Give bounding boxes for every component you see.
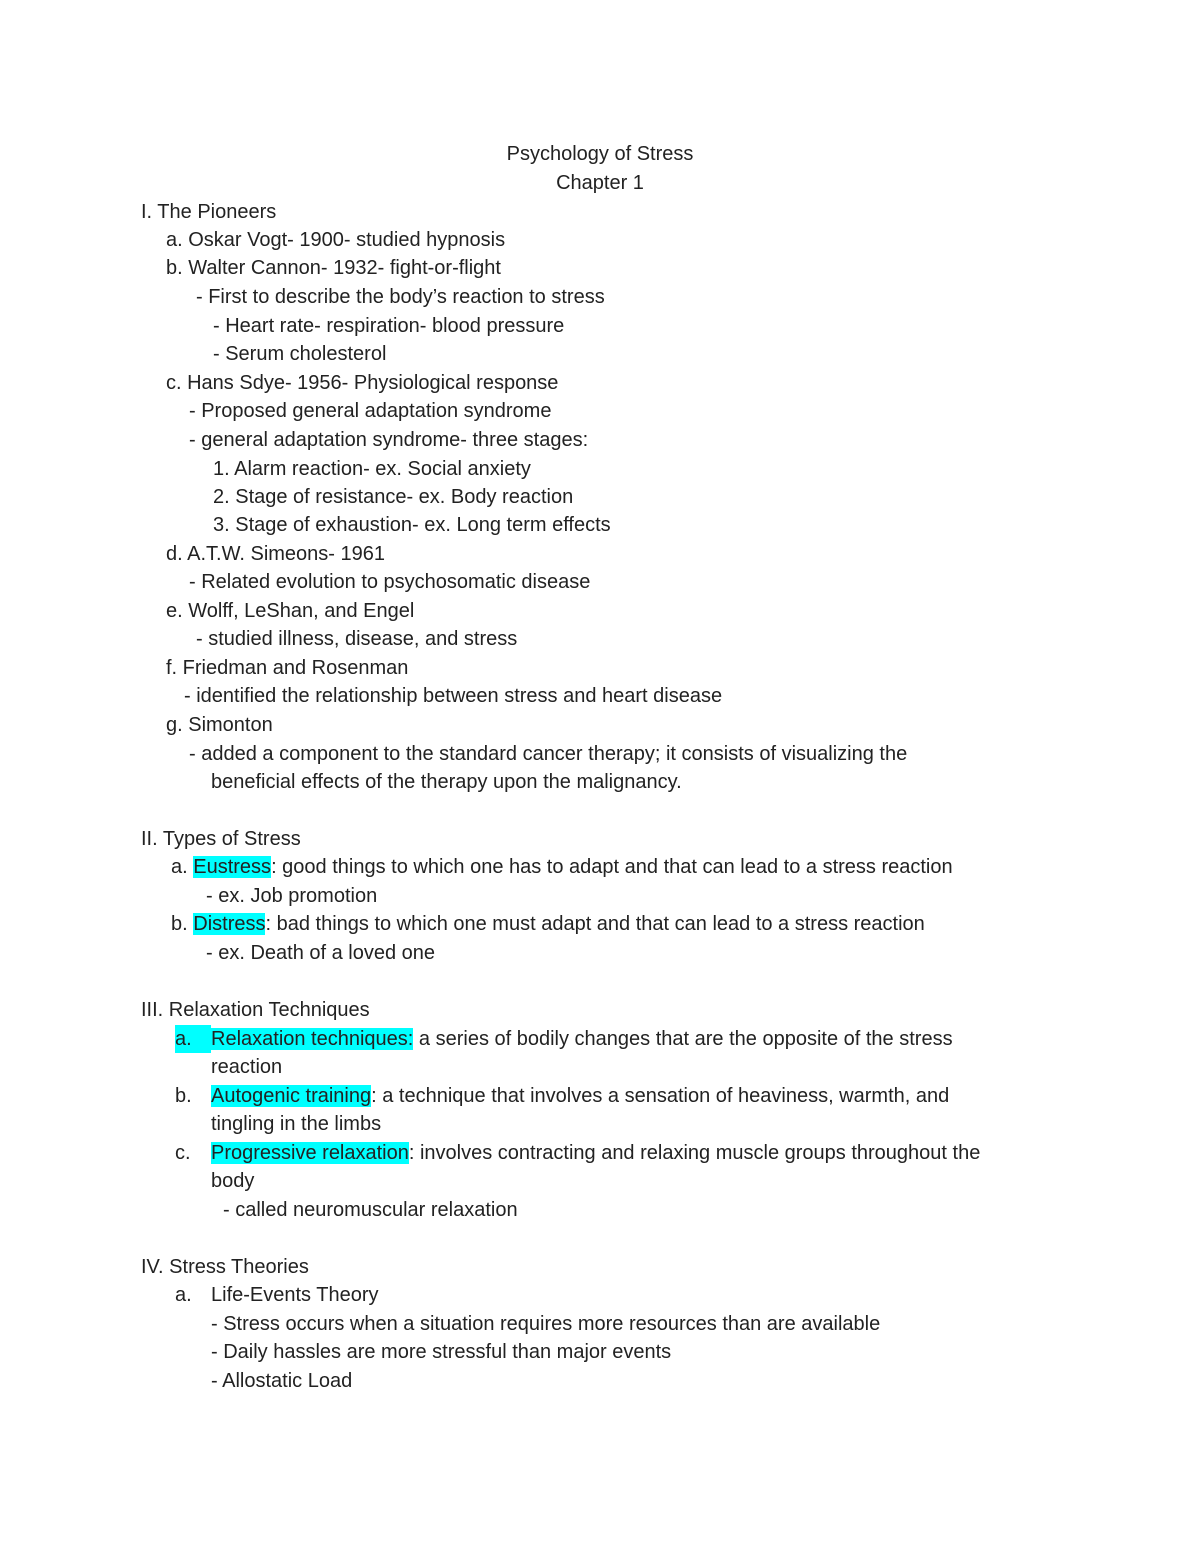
doc-subtitle: Chapter 1 (556, 172, 644, 194)
definition-text: : bad things to which one must adapt and that can lead to a stress reaction (265, 913, 925, 935)
highlighted-term: Eustress (193, 856, 272, 878)
list-item: - Proposed general adaptation syndrome (189, 400, 552, 422)
list-item-text: Life-Events Theory (211, 1284, 379, 1306)
list-item: - Related evolution to psychosomatic disease (189, 571, 591, 593)
list-item: - Stress occurs when a situation requires more resources than are available (211, 1313, 881, 1335)
definition-text: : a technique that involves a sensation of heaviness, warmth, and (371, 1085, 950, 1107)
section-heading-theories: IV. Stress Theories (141, 1256, 309, 1278)
list-item: - added a component to the standard cancer therapy; it consists of visualizing the (189, 743, 908, 765)
list-item-eustress (171, 853, 953, 881)
list-item: - Allostatic Load (211, 1370, 353, 1392)
list-item: - called neuromuscular relaxation (223, 1199, 518, 1221)
list-item: - ex. Death of a loved one (206, 942, 436, 964)
list-item-progressive-relaxation (175, 1139, 980, 1167)
list-item: g. Simonton (166, 714, 273, 736)
list-marker: a. (175, 1025, 211, 1053)
list-item: - general adaptation syndrome- three stages: (189, 429, 589, 451)
list-item: - ex. Job promotion (206, 885, 378, 907)
highlighted-term: Progressive relaxation (211, 1142, 409, 1164)
list-marker: a. (171, 856, 194, 878)
definition-text: : involves contracting and relaxing muscle groups throughout the (408, 1142, 981, 1164)
list-item: f. Friedman and Rosenman (166, 657, 409, 679)
list-item: 3. Stage of exhaustion- ex. Long term effects (213, 514, 611, 536)
definition-text: : good things to which one has to adapt and that can lead to a stress reaction (271, 856, 953, 878)
section-heading-pioneers: I. The Pioneers (141, 201, 277, 223)
definition-text: a series of bodily changes that are the opposite of the stress (413, 1028, 953, 1050)
list-item: - identified the relationship between stress and heart disease (184, 685, 723, 707)
list-item: - First to describe the body’s reaction to stress (196, 286, 605, 308)
list-item-continuation: body (211, 1170, 255, 1192)
list-item: 2. Stage of resistance- ex. Body reaction (213, 486, 574, 508)
list-marker: a. (175, 1284, 192, 1306)
list-item-continuation: reaction (211, 1056, 283, 1078)
list-item-autogenic-training (175, 1082, 949, 1110)
list-item-relaxation-techniques (175, 1025, 953, 1053)
list-item: d. A.T.W. Simeons- 1961 (166, 543, 385, 565)
list-item-life-events (175, 1281, 379, 1309)
list-item: - Serum cholesterol (213, 343, 387, 365)
list-marker: c. (175, 1142, 191, 1164)
highlighted-term: Autogenic training (211, 1085, 372, 1107)
doc-title: Psychology of Stress (506, 143, 694, 165)
list-item-distress (171, 910, 925, 938)
section-heading-types: II. Types of Stress (141, 828, 301, 850)
list-item: beneficial effects of the therapy upon the malignancy. (211, 771, 682, 793)
section-heading-relaxation: III. Relaxation Techniques (141, 999, 370, 1021)
list-item: - Daily hassles are more stressful than major events (211, 1341, 672, 1363)
list-item: - studied illness, disease, and stress (196, 628, 518, 650)
list-item: c. Hans Sdye- 1956- Physiological response (166, 372, 559, 394)
list-marker: b. (171, 913, 194, 935)
list-marker: b. (175, 1085, 192, 1107)
list-item: a. Oskar Vogt- 1900- studied hypnosis (166, 229, 506, 251)
highlighted-term: Relaxation techniques: (211, 1028, 414, 1050)
highlighted-term: Distress (193, 913, 266, 935)
list-item-continuation: tingling in the limbs (211, 1113, 382, 1135)
list-item: e. Wolff, LeShan, and Engel (166, 600, 415, 622)
list-item: 1. Alarm reaction- ex. Social anxiety (213, 458, 531, 480)
list-item: b. Walter Cannon- 1932- fight-or-flight (166, 257, 501, 279)
list-item: - Heart rate- respiration- blood pressure (213, 315, 565, 337)
